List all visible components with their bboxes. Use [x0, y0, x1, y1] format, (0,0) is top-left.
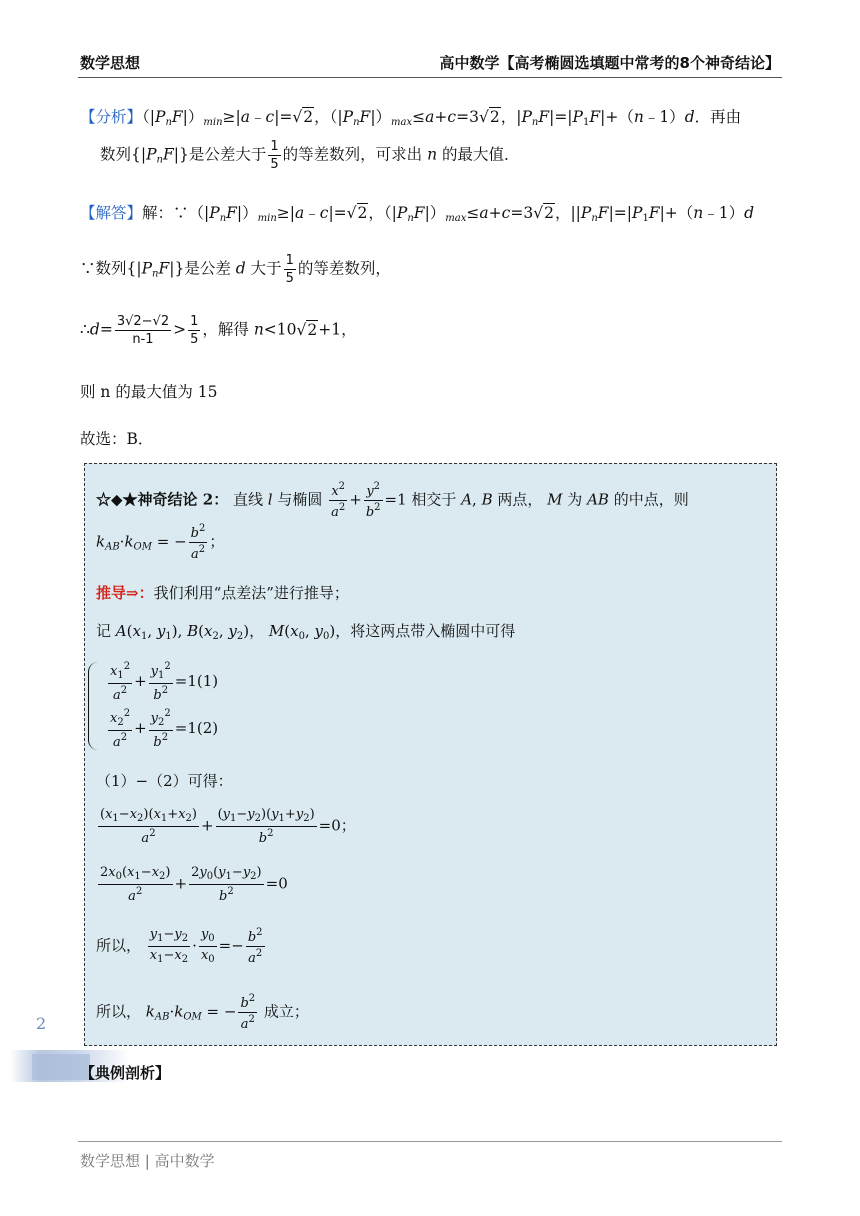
header-rule — [78, 77, 782, 78]
derive-line — [96, 582, 349, 603]
answer-line-3: ∴d= $\frac{3√2-√2}{n-1}$ > $\frac{1}{5}$ ，解得 n<10√2+1， — [80, 314, 357, 347]
equation-2: $\frac{x_2^2}{a^2}$ + $\frac{y_2^2}{b^2}$ =1(2) — [110, 708, 219, 750]
answer-tag: 【解答】 — [80, 204, 143, 222]
answer-line-4: 则 n 的最大值为 15 — [80, 383, 218, 401]
answer-line-5: 故选：B． — [80, 430, 154, 448]
header-left: 数学思想 — [80, 54, 141, 72]
subtract-line: （1）−（2）可得： — [96, 772, 233, 790]
conclusion-formula: $k_{AB}\cdot k_{OM}$ = − $\frac{b^2}{a^2}$ ； — [96, 523, 225, 562]
example-title: 【典例剖析】 — [80, 1064, 171, 1082]
step-2: $\frac{2x_0(x_1-x_2)}{a^2}$ + $\frac{2y_0(y_1-y_2)}{b^2}$ =0 — [100, 865, 288, 904]
derive-label: 推导⇒： — [96, 584, 154, 602]
analysis-line-1: 【分析】$(|P_nF|)_{min}\ge|a﹣c|=√2$，$(|P_nF|)_{max}\le a+c=3√2$，$|P_nF|=|P_1F|+(n﹣1)d$．再由 — [80, 108, 742, 128]
analysis-tag: 【分析】 — [80, 108, 143, 126]
equation-brace — [88, 662, 103, 750]
points-line: 记 $A(x_1$, $y_1$), $B(x_2$, $y_2$)， $M(x_0$, $y_0$)，将这两点带入椭圆中可得 — [96, 622, 516, 642]
step-4: 所以， $k_{AB}\cdot k_{OM}$ = − $\frac{b^2}{a^2}$ 成立； — [96, 993, 309, 1032]
equation-1: $\frac{x_1^2}{a^2}$ + $\frac{y_1^2}{b^2}$ =1(1) — [110, 661, 219, 703]
footer-text: 数学思想 | 高中数学 — [80, 1152, 215, 1170]
answer-line-1: 【解答】解：$\because(|P_nF|)_{min}\ge|a﹣c|=√2$，$(|P_nF|)_{max}\le a+c=3√2$，$||P_nF|=|P_1F|+(n﹣1)d$ — [80, 204, 755, 224]
header-right: 高中数学【高考椭圆选填题中常考的8个神奇结论】 — [439, 54, 780, 72]
answer-line-2: ∵数列$\{|P_nF|\}$是公差 d 大于 $\frac{1}{5}$ 的等差数列， — [80, 253, 391, 286]
analysis-line-2: 数列$\{|P_nF|\}$是公差大于 $\frac{1}{5}$ 的等差数列，可求出 n 的最大值． — [100, 139, 520, 172]
derive-text: 我们利用“点差法”进行推导； — [153, 584, 349, 602]
page-number: 2 — [36, 1014, 47, 1033]
conclusion-title-line: ☆◆★神奇结论 2： 直线 l 与椭圆 $\frac{x^2}{a^2}$ + $\frac{y^2}{b^2}$ =1 相交于 A, B 两点， M 为 AB 的中点，则 — [96, 481, 689, 520]
step-1: $\frac{(x_1-x_2)(x_1+x_2)}{a^2}$ + $\frac{(y_1-y_2)(y_1+y_2)}{b^2}$ =0； — [100, 807, 356, 846]
step-3: 所以， $\frac{y_1-y_2}{x_1-x_2}$ · $\frac{y_0}{x_0}$ =− $\frac{b^2}{a^2}$ — [96, 927, 263, 966]
conclusion-title: ☆◆★神奇结论 2： — [96, 490, 229, 509]
footer-rule — [78, 1141, 782, 1142]
